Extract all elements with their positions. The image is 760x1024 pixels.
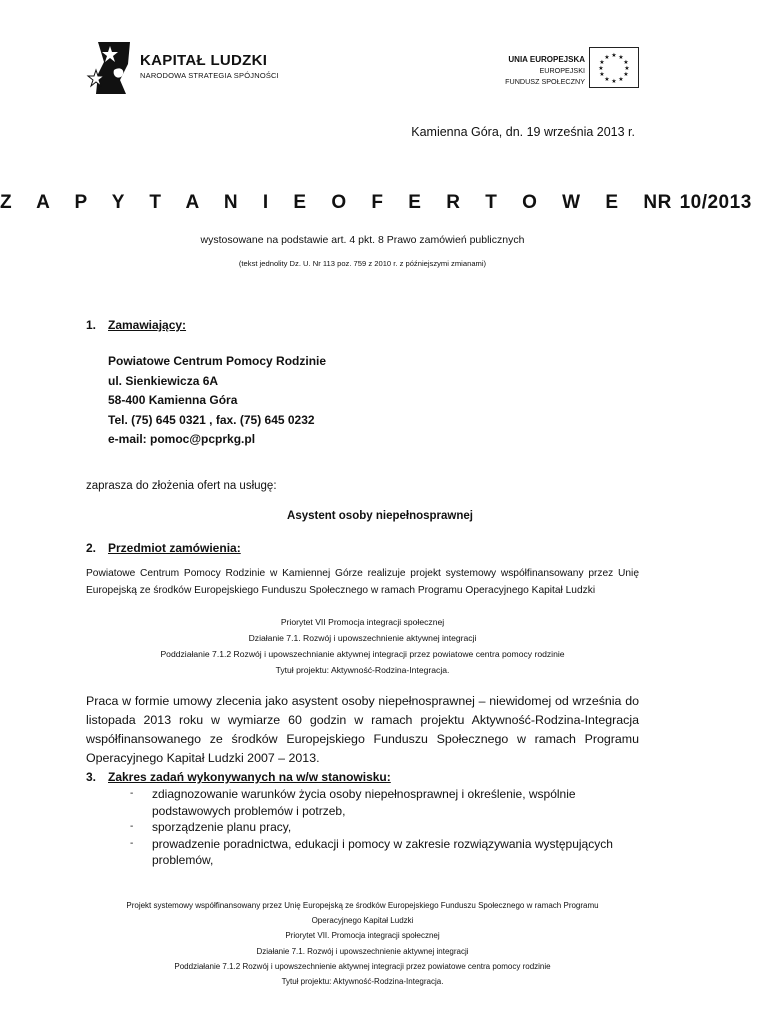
footer-line: Priorytet VII. Promocja integracji społecznej bbox=[285, 931, 440, 941]
title-word1: Z A P Y T A N I E bbox=[0, 192, 312, 213]
svg-text:★: ★ bbox=[623, 59, 629, 66]
address-line: ul. Sienkiewicza 6A bbox=[108, 373, 219, 388]
invite-text: zaprasza do złożenia ofert na usługę: bbox=[86, 480, 277, 492]
priority-line: Priorytet VII Promocja integracji społecznej bbox=[280, 617, 445, 627]
svg-text:★: ★ bbox=[611, 52, 617, 59]
eu-line3: FUNDUSZ SPOŁECZNY bbox=[505, 77, 585, 86]
footer-line: Działanie 7.1. Rozwój i upowszechnienie aktywnej integracji bbox=[256, 946, 469, 956]
address-email: e-mail: pomoc@pcprkg.pl bbox=[108, 432, 256, 447]
section1-number: 1. bbox=[86, 318, 97, 332]
kapital-ludzki-logo-icon bbox=[90, 40, 142, 96]
project-title-line: Tytuł projektu: Aktywność-Rodzina-Integracja. bbox=[275, 665, 450, 675]
subaction-line: Poddziałanie 7.1.2 Rozwój i upowszechnianie aktywnej integracji przez powiatowe centra pomocy rodzinie bbox=[160, 649, 565, 659]
bullet: - bbox=[130, 837, 134, 849]
task-text: zdiagnozowanie warunków życia osoby niepełnosprawnej i określenie, wspólnie podstawowych problemów i potrzeb, bbox=[152, 787, 576, 818]
svg-text:★: ★ bbox=[618, 54, 624, 61]
eu-flag-icon bbox=[589, 47, 639, 88]
section2-title: Przedmiot zamówienia: bbox=[108, 541, 241, 555]
address-line: 58-400 Kamienna Góra bbox=[108, 393, 238, 408]
list-item bbox=[130, 819, 650, 836]
address-line: Tel. (75) 645 0321 , fax. (75) 645 0232 bbox=[108, 412, 315, 427]
work-description: Praca w formie umowy zlecenia jako asystent osoby niepełnosprawnej – niewidomej od września do listopada 2013 roku w wymiarze 60 godzin w ramach projektu Aktywność-Rodzina-Integracja współfinansowanego ze środków Europejskiego Funduszu Społecznego w ramach Programu Operacyjnego Kapitał Ludzki 2007 – 2013. bbox=[86, 694, 639, 765]
date-line: Kamienna Góra, dn. 19 września 2013 r. bbox=[411, 125, 635, 139]
address-line: Powiatowe Centrum Pomocy Rodzinie bbox=[108, 354, 327, 368]
bullet: - bbox=[130, 788, 134, 799]
eu-label bbox=[505, 54, 585, 87]
legal-basis: wystosowane na podstawie art. 4 pkt. 8 Prawo zamówień publicznych bbox=[200, 234, 525, 246]
section3-heading bbox=[86, 770, 391, 784]
page-footer bbox=[0, 898, 725, 989]
footer-line: Operacyjnego Kapitał Ludzki bbox=[311, 916, 414, 926]
section1-heading bbox=[86, 318, 186, 332]
section3-number: 3. bbox=[86, 770, 97, 784]
title-number: NR 10/2013 bbox=[643, 192, 752, 213]
action-line: Działanie 7.1. Rozwój i upowszechnienie aktywnej integracji bbox=[248, 633, 477, 643]
section2-heading bbox=[86, 541, 241, 555]
section2-number: 2. bbox=[86, 541, 97, 555]
svg-text:★: ★ bbox=[623, 71, 629, 78]
svg-text:★: ★ bbox=[611, 78, 617, 85]
footer-line: Tytuł projektu: Aktywność-Rodzina-Integracja. bbox=[281, 977, 444, 987]
section1-title: Zamawiający: bbox=[108, 318, 187, 332]
list-item bbox=[130, 836, 650, 869]
svg-text:★: ★ bbox=[599, 71, 605, 78]
svg-text:★: ★ bbox=[618, 76, 624, 83]
svg-text:★: ★ bbox=[599, 59, 605, 66]
list-item bbox=[130, 786, 650, 819]
svg-text:★: ★ bbox=[624, 65, 630, 72]
svg-text:★: ★ bbox=[598, 65, 604, 72]
contracting-authority-address bbox=[108, 352, 326, 450]
footer-line: Poddziałanie 7.1.2 Rozwój i upowszechnienie aktywnej integracji przez powiatowe centra pomocy rodzinie bbox=[174, 961, 551, 971]
svg-text:★: ★ bbox=[604, 54, 610, 61]
document-title bbox=[0, 192, 752, 214]
bullet: - bbox=[130, 821, 134, 833]
eu-line1: UNIA EUROPEJSKA bbox=[508, 55, 585, 64]
section3-title: Zakres zadań wykonywanych na w/w stanowisku: bbox=[108, 770, 391, 784]
task-text: prowadzenie poradnictwa, edukacji i pomocy w zakresie rozwiązywania występujących problemów, bbox=[152, 836, 613, 868]
project-description: Powiatowe Centrum Pomocy Rodzinie w Kamiennej Górze realizuje projekt systemowy współfinansowany przez Unię Europejską ze środków Europejskiego Funduszu Społecznego w ramach Programu Operacyjnego Kapitał Ludzki bbox=[86, 568, 639, 596]
footer-line: Projekt systemowy współfinansowany przez Unię Europejską ze środków Europejskiego Funduszu Społecznego w ramach Programu bbox=[126, 901, 599, 910]
svg-text:★: ★ bbox=[604, 76, 610, 83]
task-text: sporządzenie planu pracy, bbox=[152, 820, 292, 835]
logo-subtitle: NARODOWA STRATEGIA SPÓJNOŚCI bbox=[140, 71, 279, 80]
service-name: Asystent osoby niepełnosprawnej bbox=[287, 510, 473, 522]
logo-title: KAPITAŁ LUDZKI bbox=[140, 52, 268, 69]
title-word2: O F E R T O W E bbox=[331, 192, 624, 213]
task-list bbox=[130, 786, 650, 869]
eu-line2: EUROPEJSKI bbox=[539, 66, 585, 75]
legal-reference: (tekst jednolity Dz. U. Nr 113 poz. 759 z 2010 r. z późniejszymi zmianami) bbox=[238, 259, 487, 268]
